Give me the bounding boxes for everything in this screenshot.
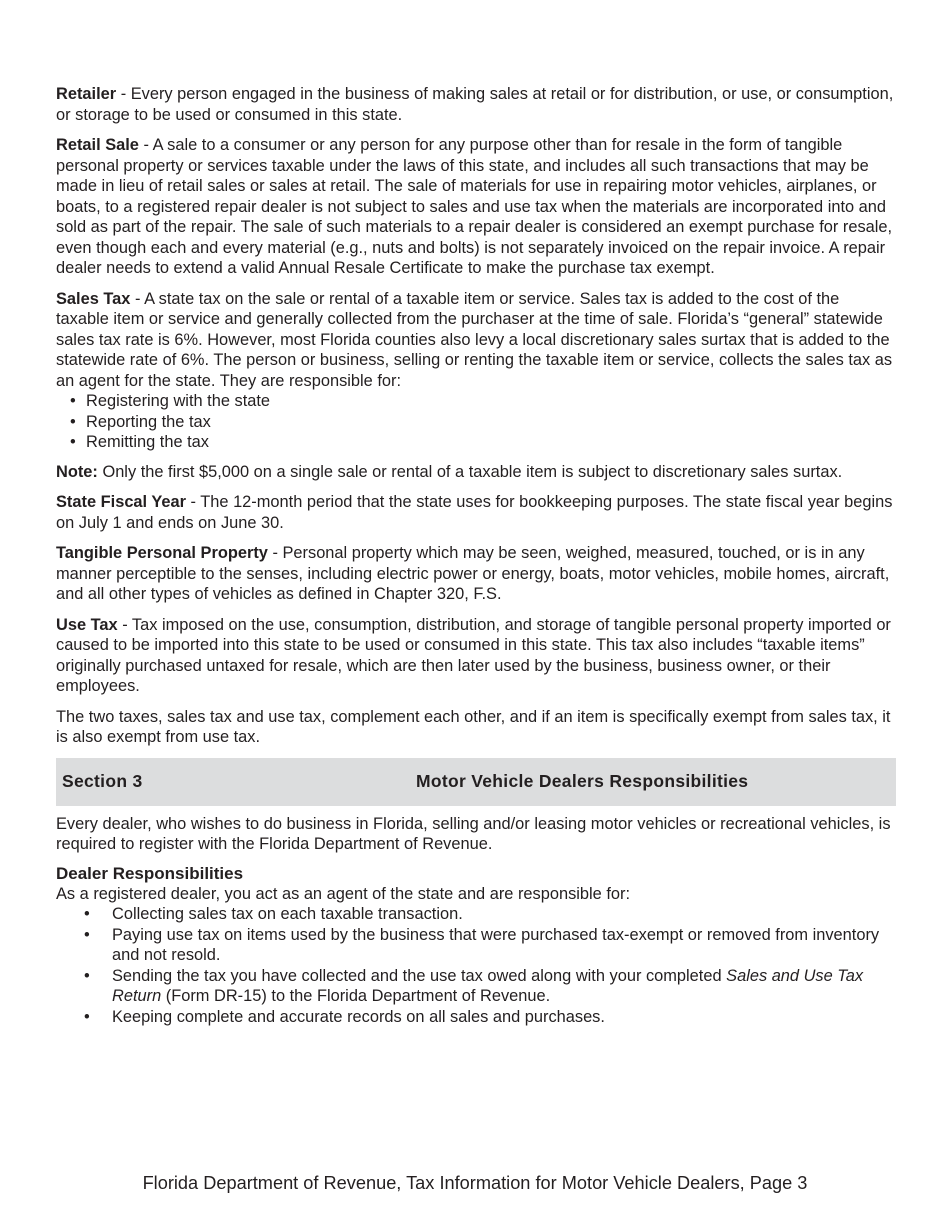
definition-text: - A state tax on the sale or rental of a taxable item or service. Sales tax is added to the cost of the taxable item or service and generally collected from the purchaser at the time of sale. Florida’s “general” statewide sales tax rate is 6%. However, most Florida counties also levy a local discretionary sales surtax that is added to the statewide rate of 6%. The person or business, selling or renting the taxable item or service, collects the sales tax as an agent for the state. They are responsible for: bbox=[56, 289, 893, 390]
note-text: Only the first $5,000 on a single sale or rental of a taxable item is subject to discretionary sales surtax. bbox=[97, 462, 843, 481]
definition-term: Sales Tax bbox=[56, 289, 131, 308]
list-item: • Keeping complete and accurate records on all sales and purchases. bbox=[84, 1007, 896, 1028]
definition-text: - A sale to a consumer or any person for any purpose other than for resale in the form of tangible personal property or services taxable under the laws of this state, and includes all such transactions that may be made in lieu of retail sales or sales at retail. The sale of materials for use in repairing motor vehicles, airplanes, or boats, to a registered repair dealer is not subject to sales and use tax when the materials are incorporated into and sold as part of the repair. The sale of such materials to a repair dealer is considered an exempt purchase for resale, even though each and every material (e.g., nuts and bolts) is not separately invoiced on the repair invoice. A repair dealer needs to extend a valid Annual Resale Certificate to make the purchase tax exempt. bbox=[56, 136, 893, 277]
section-header bbox=[56, 758, 896, 806]
page-footer: Florida Department of Revenue, Tax Information for Motor Vehicle Dealers, Page 3 bbox=[142, 1173, 808, 1193]
definition-text: - Every person engaged in the business of making sales at retail or for distribution, or use, or consumption, or storage to be used or consumed in this state. bbox=[56, 85, 894, 124]
definition-term: State Fiscal Year bbox=[56, 493, 186, 511]
section-number: Section 3 bbox=[62, 771, 143, 791]
definition-term: Retail Sale bbox=[56, 136, 139, 154]
note-label: Note: bbox=[56, 462, 98, 481]
section-title: Motor Vehicle Dealers Responsibilities bbox=[416, 771, 749, 791]
definition-state-fiscal-year bbox=[56, 492, 896, 533]
definition-term: Use Tax bbox=[56, 615, 118, 634]
definition-use-tax bbox=[56, 615, 896, 697]
definition-retailer bbox=[56, 84, 896, 125]
form-title: Sales and Use Tax Return bbox=[112, 966, 864, 1005]
dealer-responsibilities-heading: Dealer Responsibilities bbox=[56, 863, 244, 883]
list-item: • Registering with the state bbox=[70, 391, 896, 412]
dealer-responsibilities-intro: As a registered dealer, you act as an agent of the state and are responsible for: bbox=[56, 884, 631, 903]
list-item: • Paying use tax on items used by the business that were purchased tax-exempt or removed from inventory and not resold. bbox=[84, 925, 896, 966]
list-item bbox=[84, 966, 896, 1007]
definition-term: Tangible Personal Property bbox=[56, 544, 268, 562]
definition-text: - Tax imposed on the use, consumption, distribution, and storage of tangible personal property imported or caused to be imported into this state to be used or consumed in this state. This tax also includes “taxable items” originally purchased untaxed for resale, which are then later used by the business, business owner, or their employees. bbox=[56, 615, 891, 695]
definition-tangible-personal-property bbox=[56, 543, 896, 605]
sales-tax-responsibility-list bbox=[56, 391, 896, 453]
definition-term: Retailer bbox=[56, 85, 117, 103]
definition-text: - Personal property which may be seen, weighed, measured, touched, or is in any manner perceptible to the senses, including electric power or energy, boats, motor vehicles, mobile homes, aircraft, and all other types of vehicles as defined in Chapter 320, F.S. bbox=[56, 544, 890, 603]
complement-paragraph: The two taxes, sales tax and use tax, complement each other, and if an item is specifically exempt from sales tax, it is also exempt from use tax. bbox=[56, 707, 891, 746]
list-item: • Remitting the tax bbox=[70, 432, 896, 453]
item-text: (Form DR-15) to the Florida Department of Revenue. bbox=[161, 987, 551, 1005]
section-intro: Every dealer, who wishes to do business in Florida, selling and/or leasing motor vehicles or recreational vehicles, is required to register with the Florida Department of Revenue. bbox=[56, 814, 891, 853]
document-body bbox=[56, 84, 896, 1027]
list-item: • Reporting the tax bbox=[70, 412, 896, 433]
list-item: • Collecting sales tax on each taxable transaction. bbox=[84, 904, 896, 925]
item-text: Sending the tax you have collected and the use tax owed along with your completed bbox=[112, 966, 727, 985]
definition-retail-sale bbox=[56, 135, 896, 279]
note-paragraph bbox=[56, 462, 896, 483]
dealer-responsibilities-list bbox=[56, 904, 896, 1027]
definition-sales-tax bbox=[56, 289, 896, 392]
definition-text: - The 12-month period that the state uses for bookkeeping purposes. The state fiscal year begins on July 1 and ends on June 30. bbox=[56, 493, 893, 532]
